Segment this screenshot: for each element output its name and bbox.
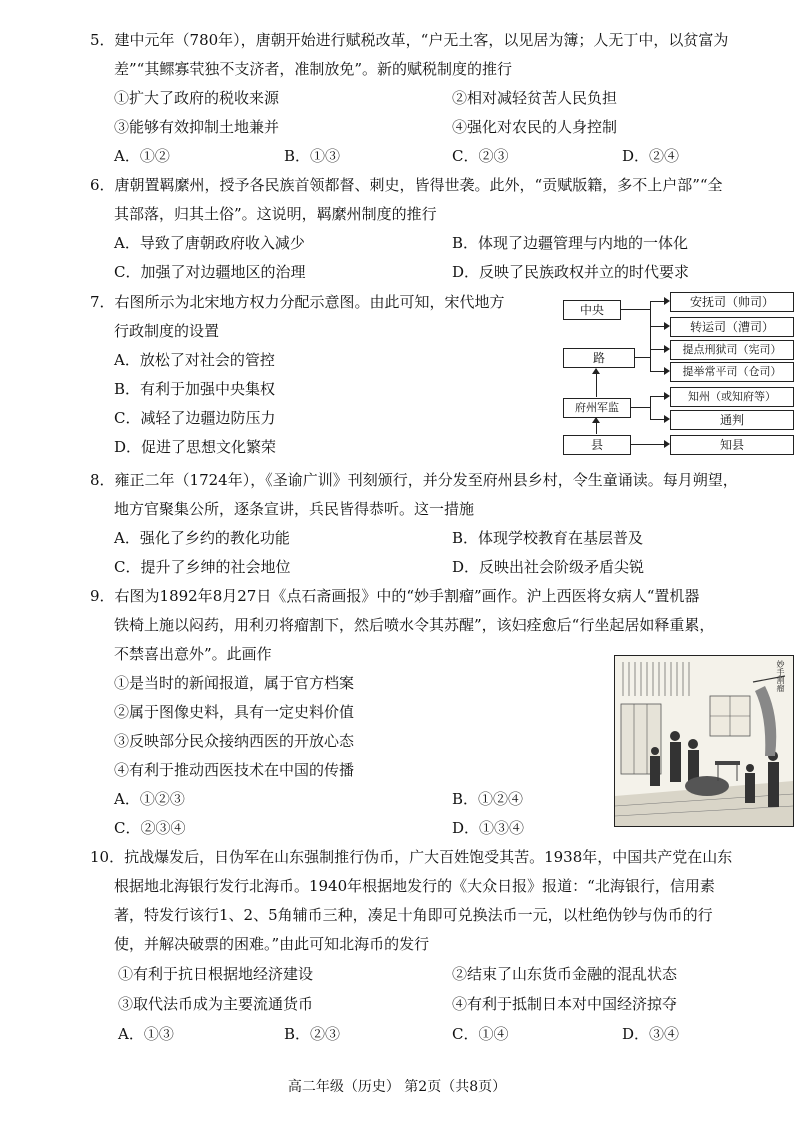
q5-option-c: C．②③ [452,147,509,165]
diagram-arrow [664,322,670,330]
q6-line-2: 其部落，归其土俗”。这说明，羁縻州制度的推行 [114,205,437,223]
diagram-arrow [664,440,670,448]
diagram-arrow [664,367,670,375]
q10-line-3: 著，特发行该行1、2、5角辅币三种，凑足十角即可兑换法币一元，以杜绝伪钞与伪币的行 [114,906,713,924]
q5-option-a: A．①② [114,147,170,165]
q8-option-c: C．提升了乡绅的社会地位 [114,558,291,576]
q9-option-d: D．①③④ [452,819,525,837]
diagram-connector [650,419,664,420]
q6-option-a: A．导致了唐朝政府收入减少 [114,234,305,252]
diagram-connector [650,301,651,372]
diagram-box-zhizhou: 知州（或知府等） [670,387,794,407]
diagram-box-zhixian: 知县 [670,435,794,455]
q5-statement-4: ④强化对农民的人身控制 [452,118,618,136]
q10-line-2: 根据地北海银行发行北海币。1940年根据地发行的《大众日报》报道：“北海银行，信用素 [114,877,715,895]
diagram-arrow [592,368,600,374]
q5-option-b: B．①③ [284,147,341,165]
diagram-arrow [664,297,670,305]
q10-statement-3: ③取代法币成为主要流通货币 [118,995,314,1013]
diagram-box-tidian: 提点刑狱司（宪司） [670,340,794,360]
diagram-connector [650,349,664,350]
q9-line-2: 铁椅上施以闷药，用利刃将瘤割下，然后喷水令其苏醒”，该妇痊愈后“行坐起居如释重累， [114,616,715,634]
q10-option-a: A．①③ [118,1025,174,1043]
diagram-connector [630,407,650,408]
page-footer: 高二年级（历史） 第2页（共8页） [287,1079,507,1095]
q9-option-a: A．①②③ [114,790,185,808]
diagram-box-lu: 路 [563,348,635,368]
q5-line-1: 5．建中元年（780年），唐朝开始进行赋税改革，“户无土客，以见居为簿；人无丁中，以贫富为 [90,31,729,49]
q5-statement-3: ③能够有效抑制土地兼并 [114,118,280,136]
diagram-arrow [664,345,670,353]
q9-line-1: 9．右图为1892年8月27日《点石斋画报》中的“妙手割瘤”画作。沪上西医将女病人“置机器 [90,587,700,605]
q9-option-c: C．②③④ [114,819,186,837]
diagram-connector [634,357,650,358]
q10-option-c: C．①④ [452,1025,509,1043]
diagram-box-fu: 府州军监 [563,398,631,418]
q6-option-b: B．体现了边疆管理与内地的一体化 [452,234,689,252]
q5-option-d: D．②④ [622,147,680,165]
q10-line-4: 使，并解决破票的困难。”由此可知北海币的发行 [114,935,430,953]
diagram-box-tiju: 提举常平司（仓司） [670,362,794,382]
q9-line-3: 不禁喜出意外”。此画作 [114,645,272,663]
diagram-arrow [664,392,670,400]
q9-statement-1: ①是当时的新闻报道，属于官方档案 [114,674,355,692]
q10-option-d: D．③④ [622,1025,680,1043]
q7-option-b: B．有利于加强中央集权 [114,380,276,398]
diagram-connector [650,371,664,372]
q10-line-1: 10．抗战爆发后，日伪军在山东强制推行伪币，广大百姓饱受其苦。1938年，中国共产党在山东 [90,848,733,866]
q6-line-1: 6．唐朝置羁縻州，授予各民族首领都督、刺史，皆得世袭。此外，“贡赋版籍，多不上户部”“全 [90,176,723,194]
q7-line-2: 行政制度的设置 [114,322,220,340]
q8-option-b: B．体现学校教育在基层普及 [452,529,644,547]
q8-line-1: 8．雍正二年（1724年），《圣谕广训》刊刻颁行，并分发至府州县乡村，令生童诵读。每月朔望， [90,471,738,489]
q6-option-c: C．加强了对边疆地区的治理 [114,263,306,281]
diagram-connector [620,309,650,310]
q7-option-d: D．促进了思想文化繁荣 [114,438,277,456]
diagram-connector [650,396,664,397]
song-power-diagram [558,290,794,460]
q8-option-a: A．强化了乡约的教化功能 [114,529,290,547]
q7-line-1: 7．右图所示为北宋地方权力分配示意图。由此可知，宋代地方 [90,293,505,311]
diagram-arrow [664,415,670,423]
q6-option-d: D．反映了民族政权并立的时代要求 [452,263,690,281]
q10-option-b: B．②③ [284,1025,341,1043]
q8-option-d: D．反映出社会阶级矛盾尖锐 [452,558,645,576]
diagram-connector [630,444,664,445]
q10-statement-4: ④有利于抵制日本对中国经济掠夺 [452,995,678,1013]
q5-line-2: 差”“其鳏寡茕独不支济者，准制放免”。新的赋税制度的推行 [114,60,513,78]
diagram-box-xian: 县 [563,435,631,455]
q10-statement-1: ①有利于抗日根据地经济建设 [118,965,314,983]
q5-statement-2: ②相对减轻贫苦人民负担 [452,89,618,107]
q8-line-2: 地方官聚集公所，逐条宣讲，兵民皆得恭听。这一措施 [114,500,475,518]
diagram-connector [650,326,664,327]
q9-statement-4: ④有利于推动西医技术在中国的传播 [114,761,355,779]
surgery-scene-drawing [615,656,793,826]
q5-statement-1: ①扩大了政府的税收来源 [114,89,280,107]
dianshizhai-illustration [614,655,794,827]
diagram-arrow [592,417,600,423]
diagram-connector [650,396,651,420]
diagram-box-center: 中央 [563,300,621,320]
q7-option-c: C．减轻了边疆边防压力 [114,409,276,427]
q10-statement-2: ②结束了山东货币金融的混乱状态 [452,965,678,983]
diagram-box-zhuanyun: 转运司（漕司） [670,317,794,337]
diagram-box-anfu: 安抚司（帅司） [670,292,794,312]
q9-statement-3: ③反映部分民众接纳西医的开放心态 [114,732,355,750]
illustration-title: 妙手割瘤 [776,660,785,692]
q9-option-b: B．①②④ [452,790,524,808]
q9-statement-2: ②属于图像史料，具有一定史料价值 [114,703,355,721]
q7-option-a: A．放松了对社会的管控 [114,351,275,369]
diagram-connector [650,301,664,302]
diagram-box-tongpan: 通判 [670,410,794,430]
